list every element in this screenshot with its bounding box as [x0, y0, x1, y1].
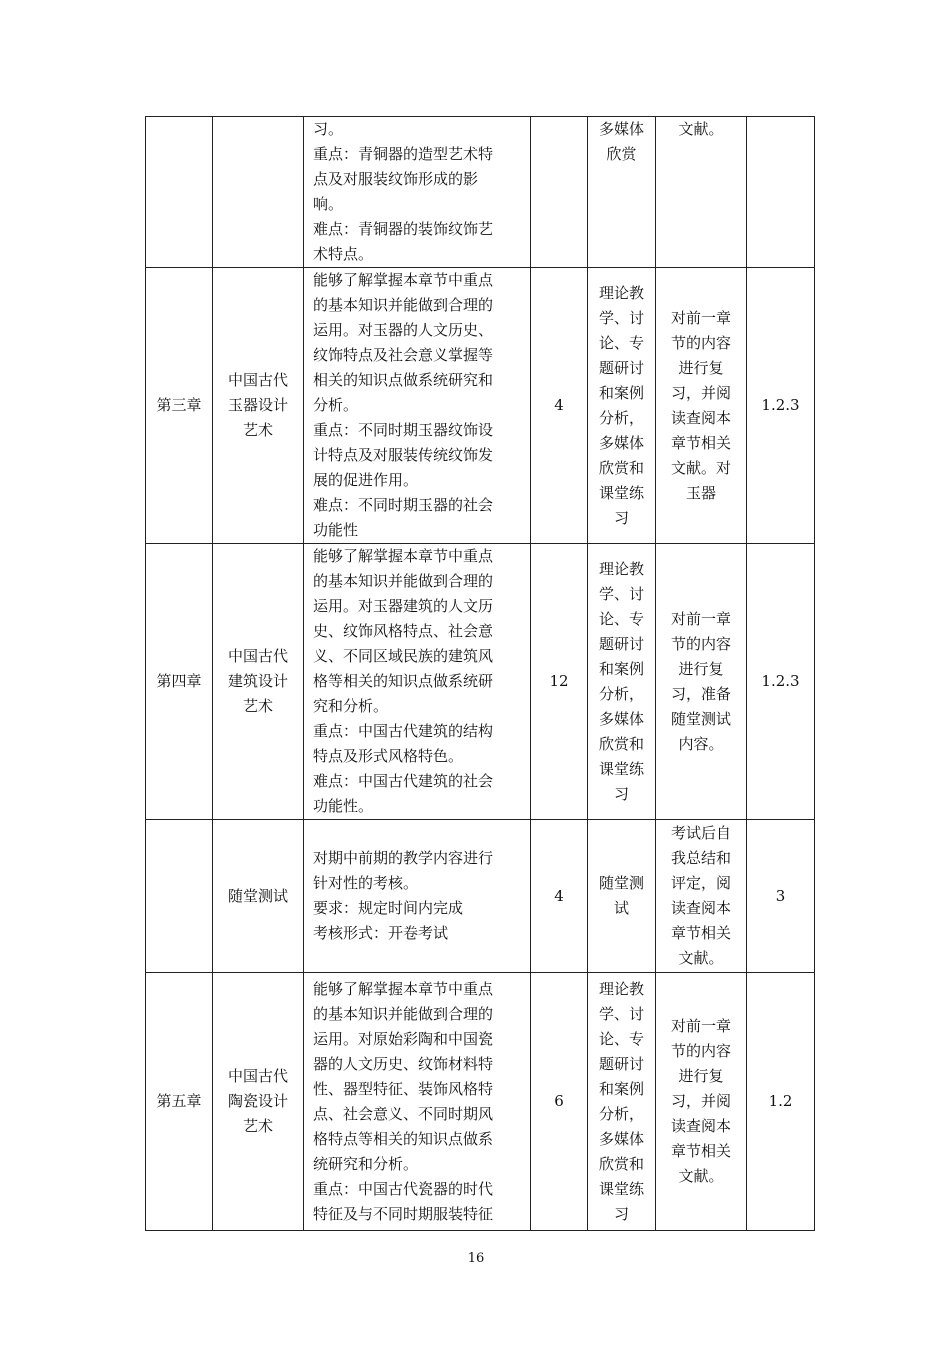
content-cell: 习。 重点：青铜器的造型艺术特 点及对服装纹饰形成的影 响。 难点：青铜器的装饰纹饰艺 术特点。	[304, 117, 531, 268]
objective-cell: 1.2.3	[747, 544, 815, 820]
topic-title-cell: 中国古代 玉器设计 艺术	[213, 268, 304, 544]
homework-cell: 考试后自 我总结和 评定，阅 读查阅本 章节相关 文献。	[656, 820, 747, 973]
page-number: 16	[467, 1251, 485, 1266]
teaching-method-cell: 理论教 学、讨 论、专 题研讨 和案例 分析， 多媒体 欣赏和 课堂练 习	[588, 973, 656, 1231]
teaching-method-cell: 理论教 学、讨 论、专 题研讨 和案例 分析， 多媒体 欣赏和 课堂练 习	[588, 268, 656, 544]
homework-cell: 文献。	[656, 117, 747, 268]
teaching-method-cell: 随堂测 试	[588, 820, 656, 973]
content-cell: 能够了解掌握本章节中重点 的基本知识并能做到合理的 运用。对玉器的人文历史、 纹饰特点及社会意义掌握等 相关的知识点做系统研究和 分析。 重点：不同时期玉器纹饰设 计特点及对服装传统纹饰发 展的促进作用。 难点：不同时期玉器的社会 功能性	[304, 268, 531, 544]
homework-cell: 对前一章 节的内容 进行复 习，并阅 读查阅本 章节相关 文献。对 玉器	[656, 268, 747, 544]
teaching-method-cell: 多媒体 欣赏	[588, 117, 656, 268]
chapter-cell	[146, 820, 213, 973]
chapter-cell: 第三章	[146, 268, 213, 544]
hours-cell	[531, 117, 588, 268]
hours-cell: 12	[531, 544, 588, 820]
content-cell: 能够了解掌握本章节中重点 的基本知识并能做到合理的 运用。对玉器建筑的人文历 史、纹饰风格特点、社会意 义、不同区域民族的建筑风 格等相关的知识点做系统研 究和分析。 重点：中国古代建筑的结构 特点及形式风格特色。 难点：中国古代建筑的社会 功能性。	[304, 544, 531, 820]
table-row	[146, 117, 815, 268]
chapter-cell	[146, 117, 213, 268]
table-row	[146, 544, 815, 820]
chapter-cell: 第五章	[146, 973, 213, 1231]
table-row	[146, 820, 815, 973]
homework-cell: 对前一章 节的内容 进行复 习，并阅 读查阅本 章节相关 文献。	[656, 973, 747, 1231]
hours-cell: 4	[531, 268, 588, 544]
table-row	[146, 268, 815, 544]
hours-cell: 6	[531, 973, 588, 1231]
syllabus-table	[145, 116, 815, 1231]
objective-cell	[747, 117, 815, 268]
table-row	[146, 973, 815, 1231]
topic-title-cell: 中国古代 建筑设计 艺术	[213, 544, 304, 820]
content-cell: 能够了解掌握本章节中重点 的基本知识并能做到合理的 运用。对原始彩陶和中国瓷 器的人文历史、纹饰材料特 性、器型特征、装饰风格特 点、社会意义、不同时期风 格特点等相关的知识点做系 统研究和分析。 重点：中国古代瓷器的时代 特征及与不同时期服装特征	[304, 973, 531, 1231]
topic-title-cell: 随堂测试	[213, 820, 304, 973]
topic-title-cell	[213, 117, 304, 268]
teaching-method-cell: 理论教 学、讨 论、专 题研讨 和案例 分析， 多媒体 欣赏和 课堂练 习	[588, 544, 656, 820]
chapter-cell: 第四章	[146, 544, 213, 820]
hours-cell: 4	[531, 820, 588, 973]
objective-cell: 1.2	[747, 973, 815, 1231]
objective-cell: 3	[747, 820, 815, 973]
homework-cell: 对前一章 节的内容 进行复 习，准备 随堂测试 内容。	[656, 544, 747, 820]
topic-title-cell: 中国古代 陶瓷设计 艺术	[213, 973, 304, 1231]
content-cell: 对期中前期的教学内容进行 针对性的考核。 要求：规定时间内完成 考核形式：开卷考试	[304, 820, 531, 973]
objective-cell: 1.2.3	[747, 268, 815, 544]
